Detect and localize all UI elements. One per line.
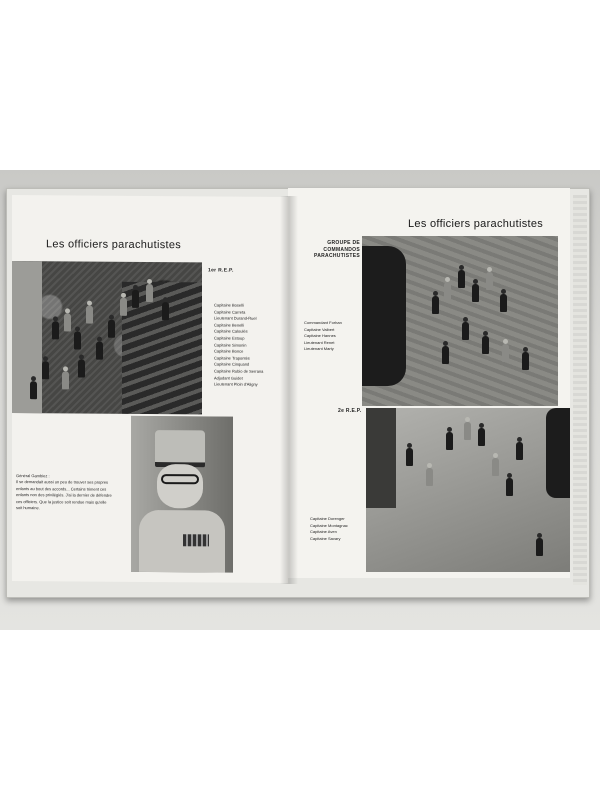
kepi-cap xyxy=(155,430,205,467)
officer-name: Capitaine Cinquand xyxy=(214,361,250,368)
group-label-line: PARACHUTISTES xyxy=(313,253,360,259)
figure xyxy=(478,428,485,446)
figure xyxy=(458,270,465,288)
right-page-heading: Les officiers parachutistes xyxy=(408,218,544,230)
officer-name: Capitaine Bonce xyxy=(214,348,244,354)
quote-line: Il se demandait aussi un peu de trouver ses propres xyxy=(16,479,109,486)
figure xyxy=(52,321,59,339)
face xyxy=(157,464,203,508)
figure xyxy=(442,346,449,364)
right-page xyxy=(288,188,570,578)
medal-ribbons xyxy=(183,534,209,546)
quote-line: enfants au bout des accords... Certains triment ces xyxy=(16,485,107,492)
officer-name: Capitaine Valbert xyxy=(304,326,335,332)
figure xyxy=(444,282,451,300)
officer-name: Capitaine Estoup xyxy=(214,335,245,341)
quote-line: soit humaine. xyxy=(16,505,40,511)
commando-group-label xyxy=(308,240,360,260)
officer-name: Capitaine Boselli xyxy=(214,302,244,308)
uniform xyxy=(139,510,225,573)
figure xyxy=(42,361,49,379)
regiment-1-label: 1er R.E.P. xyxy=(208,267,234,274)
rep2-officer-list xyxy=(310,516,348,542)
figure xyxy=(502,344,509,362)
figure xyxy=(446,432,453,450)
figure xyxy=(426,468,433,486)
officer-name: Capitaine Savary xyxy=(310,535,341,541)
figure xyxy=(86,306,93,324)
officer-name: Capitaine Montagnac xyxy=(310,522,348,528)
figure xyxy=(162,302,169,320)
quote-line: ces officiers. Que la justice soit rendue mais qu'elle xyxy=(16,498,107,505)
figure xyxy=(506,478,513,496)
commando-officers-photo xyxy=(362,236,558,406)
figure xyxy=(64,313,71,331)
doorway xyxy=(366,408,396,508)
officers-group-photo xyxy=(12,261,202,414)
figure xyxy=(492,458,499,476)
officer-name: Capitaine Trapontès xyxy=(214,355,250,361)
officer-name: Commandant Forhan xyxy=(304,320,342,325)
building-wall xyxy=(12,261,42,413)
left-page xyxy=(12,195,288,583)
general-quote xyxy=(16,473,128,512)
regiment-1-officer-list xyxy=(214,302,263,388)
officer-name: Capitaine Rubio de Serrana xyxy=(214,368,264,374)
officer-name: Adjudant Guidet xyxy=(214,374,243,381)
figure xyxy=(482,336,489,354)
figure xyxy=(120,298,127,316)
officer-name: Capitaine Caloulès xyxy=(214,328,248,335)
figure xyxy=(406,448,413,466)
figure xyxy=(62,371,69,389)
background-top xyxy=(0,0,600,170)
quote-line: enfants non des privilégiés. J'ai la dernier de défendre xyxy=(16,492,112,498)
quote-line: Général Gambiez : xyxy=(16,473,50,479)
officer-name: Lieutenant Ploin d'Aligny xyxy=(214,381,258,387)
book-gutter xyxy=(280,196,298,584)
figure xyxy=(432,296,439,314)
figure xyxy=(462,322,469,340)
officer-name: Lieutenant Renet xyxy=(304,339,335,345)
left-page-heading: Les officiers parachutistes xyxy=(46,238,182,252)
figure xyxy=(516,442,523,460)
general-portrait-photo xyxy=(131,416,233,573)
officer-name: Capitaine Benelli xyxy=(214,322,245,328)
officer-name: Capitaine Carreta xyxy=(214,309,246,315)
officer-name: Capitaine Aven xyxy=(310,529,337,535)
glasses xyxy=(161,474,199,484)
car-rear xyxy=(546,408,570,498)
car xyxy=(362,246,406,386)
officer-name: Capitaine Simonin xyxy=(214,342,247,348)
rep2-officers-photo xyxy=(366,408,570,572)
figure xyxy=(30,381,37,399)
group-label-line: GROUPE DE xyxy=(327,240,360,246)
figure xyxy=(146,284,153,302)
figure xyxy=(522,352,529,370)
figure xyxy=(78,359,85,377)
figure xyxy=(74,331,81,349)
officer-name: Lieutenant Durand-Ruel xyxy=(214,315,257,321)
figure xyxy=(486,272,493,290)
regiment-2-label: 2e R.E.P. xyxy=(338,408,362,414)
figure xyxy=(500,294,507,312)
figure xyxy=(132,290,139,308)
officer-name: Lieutenant Marty xyxy=(304,346,334,352)
figure xyxy=(464,422,471,440)
figure xyxy=(536,538,543,556)
group-label-line: COMMANDOS xyxy=(323,246,360,253)
officer-name: Capitaine Hannes xyxy=(304,333,336,339)
background-bottom xyxy=(0,630,600,800)
figure xyxy=(108,320,115,338)
figure xyxy=(472,284,479,302)
commando-officer-list xyxy=(304,320,342,353)
figure xyxy=(96,342,103,360)
officer-name: Capitaine Dorenger xyxy=(310,516,345,521)
